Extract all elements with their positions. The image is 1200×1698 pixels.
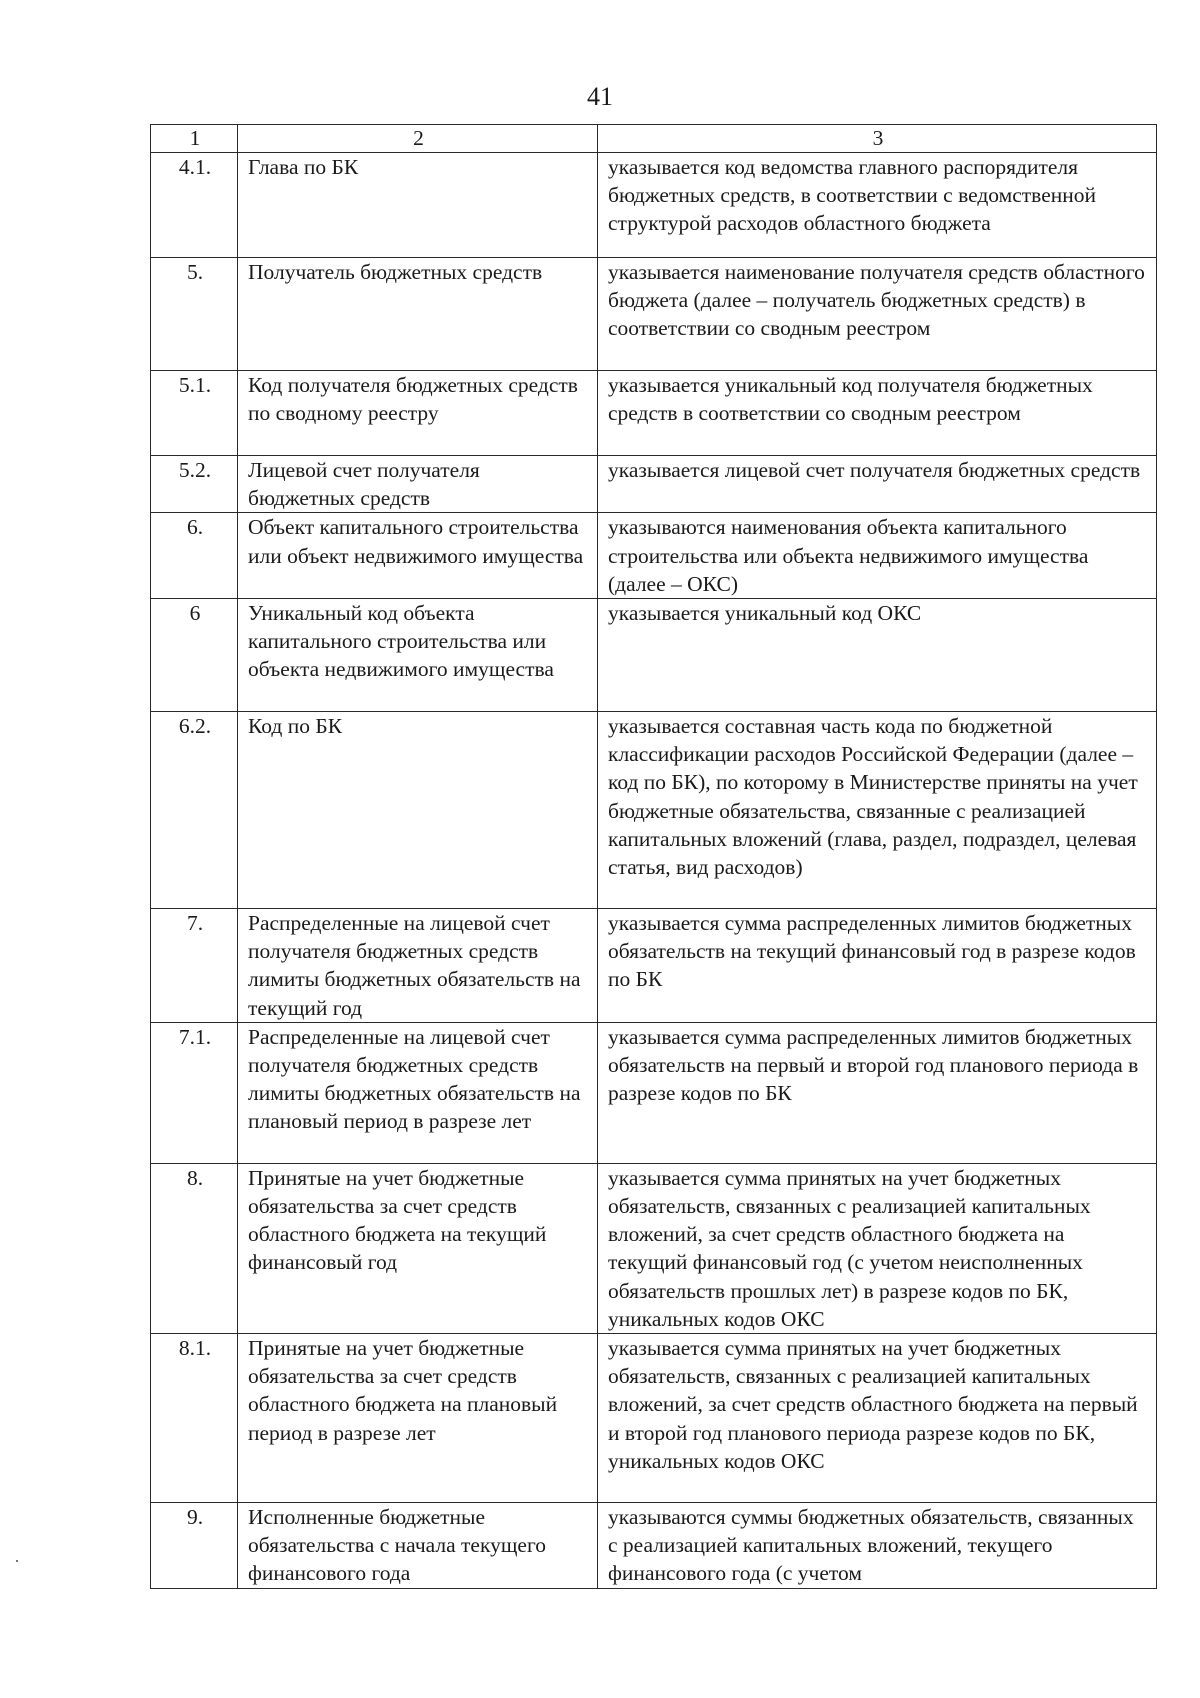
row-number: 6 (151, 599, 238, 712)
row-name: Принятые на учет бюджетные обязательства за счет средств областного бюджета на текущий финансовый год (238, 1163, 598, 1333)
row-description: указывается сумма принятых на учет бюджетных обязательств, связанных с реализацией капитальных вложений, за счет средств областного бюджета на первый и второй год планового периода разрезе кодов по БК, уникальных кодов ОКС (598, 1334, 1157, 1503)
table-row (151, 1022, 1157, 1163)
table-header-row (151, 125, 1157, 153)
requisites-table (150, 124, 1157, 1589)
row-name: Уникальный код объекта капитального строительства или объекта недвижимого имущества (238, 599, 598, 712)
row-name: Принятые на учет бюджетные обязательства за счет средств областного бюджета на плановый период в разрезе лет (238, 1334, 598, 1503)
row-description: указываются суммы бюджетных обязательств, связанных с реализацией капитальных вложений, текущего финансового года (с учетом (598, 1503, 1157, 1589)
row-description: указывается лицевой счет получателя бюджетных средств (598, 456, 1157, 513)
column-header-1: 1 (151, 125, 238, 153)
scan-speck (16, 1560, 18, 1562)
row-description: указывается наименование получателя средств областного бюджета (далее – получатель бюджетных средств) в соответствии со сводным реестром (598, 258, 1157, 371)
row-description: указывается код ведомства главного распорядителя бюджетных средств, в соответствии с ведомственной структурой расходов областного бюджета (598, 153, 1157, 258)
table-row (151, 599, 1157, 712)
row-number: 8. (151, 1163, 238, 1333)
table-row (151, 1503, 1157, 1589)
row-description: указывается сумма распределенных лимитов бюджетных обязательств на текущий финансовый год в разрезе кодов по БК (598, 909, 1157, 1023)
row-number: 9. (151, 1503, 238, 1589)
row-number: 5.2. (151, 456, 238, 513)
column-header-3: 3 (598, 125, 1157, 153)
row-number: 5. (151, 258, 238, 371)
table-row (151, 258, 1157, 371)
row-name: Получатель бюджетных средств (238, 258, 598, 371)
row-name: Лицевой счет получателя бюджетных средств (238, 456, 598, 513)
table-row (151, 513, 1157, 599)
table-row (151, 1163, 1157, 1333)
row-number: 7.1. (151, 1022, 238, 1163)
row-name: Распределенные на лицевой счет получателя бюджетных средств лимиты бюджетных обязательств на плановый период в разрезе лет (238, 1022, 598, 1163)
row-description: указывается уникальный код получателя бюджетных средств в соответствии со сводным реестром (598, 371, 1157, 456)
table-row (151, 909, 1157, 1023)
row-number: 6.2. (151, 712, 238, 909)
row-name: Исполненные бюджетные обязательства с начала текущего финансового года (238, 1503, 598, 1589)
table-row (151, 153, 1157, 258)
row-name: Объект капитального строительства или объект недвижимого имущества (238, 513, 598, 599)
row-description: указывается сумма принятых на учет бюджетных обязательств, связанных с реализацией капитальных вложений, за счет средств областного бюджета на текущий финансовый год (с учетом неисполненных обязательств прошлых лет) в разрезе кодов по БК, уникальных кодов ОКС (598, 1163, 1157, 1333)
row-name: Распределенные на лицевой счет получателя бюджетных средств лимиты бюджетных обязательств на текущий год (238, 909, 598, 1023)
table-row (151, 456, 1157, 513)
row-number: 7. (151, 909, 238, 1023)
column-header-2: 2 (238, 125, 598, 153)
row-name: Глава по БК (238, 153, 598, 258)
row-name: Код получателя бюджетных средств по сводному реестру (238, 371, 598, 456)
table-row (151, 1334, 1157, 1503)
row-description: указывается сумма распределенных лимитов бюджетных обязательств на первый и второй год планового периода в разрезе кодов по БК (598, 1022, 1157, 1163)
row-number: 8.1. (151, 1334, 238, 1503)
row-description: указывается уникальный код ОКС (598, 599, 1157, 712)
row-description: указывается составная часть кода по бюджетной классификации расходов Российской Федерации (далее – код по БК), по которому в Министерстве приняты на учет бюджетные обязательства, связанные с реализацией капитальных вложений (глава, раздел, подраздел, целевая статья, вид расходов) (598, 712, 1157, 909)
table-row (151, 371, 1157, 456)
row-number: 6. (151, 513, 238, 599)
row-number: 5.1. (151, 371, 238, 456)
row-number: 4.1. (151, 153, 238, 258)
row-description: указываются наименования объекта капитального строительства или объекта недвижимого имущества (далее – ОКС) (598, 513, 1157, 599)
row-name: Код по БК (238, 712, 598, 909)
page-number: 41 (587, 82, 613, 111)
table-row (151, 712, 1157, 909)
